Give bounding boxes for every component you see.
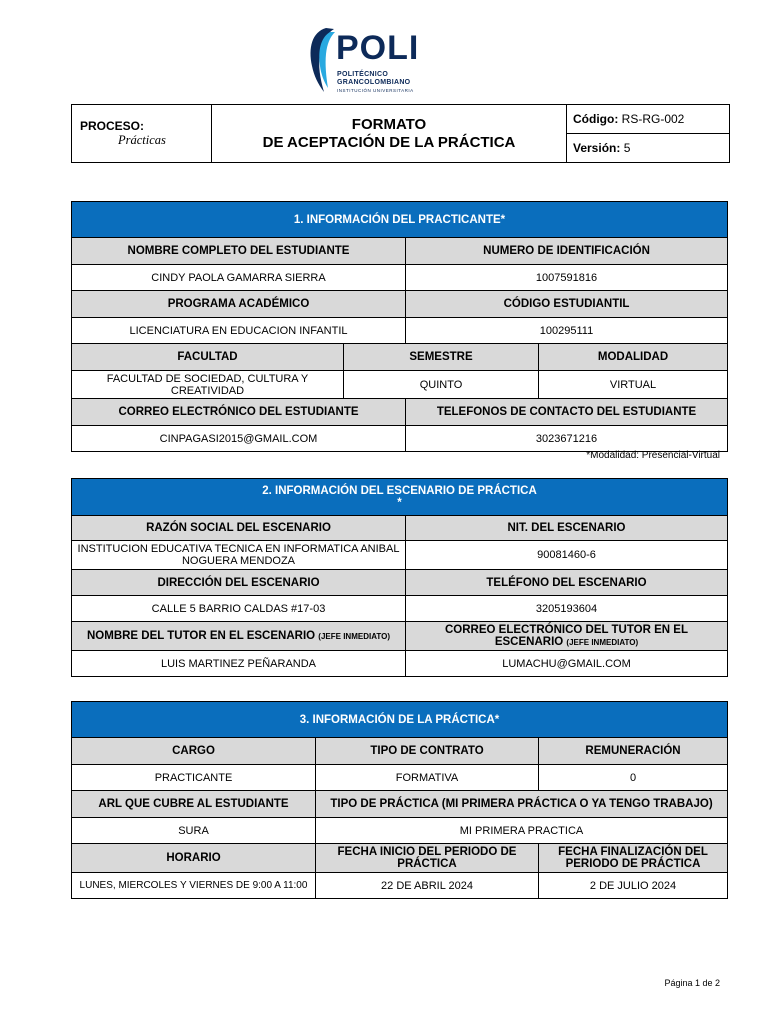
correo-tutor-value: LUMACHU@GMAIL.COM	[406, 651, 728, 677]
poli-logo-mark-icon	[306, 26, 336, 96]
tutor-label-small: (JEFE INMEDIATO)	[318, 631, 391, 641]
title-line2: DE ACEPTACIÓN DE LA PRÁCTICA	[262, 133, 516, 151]
identificacion-label: NUMERO DE IDENTIFICACIÓN	[406, 238, 728, 265]
version-label: Versión:	[573, 141, 621, 155]
fecha-fin-label: FECHA FINALIZACIÓN DEL PERIODO DE PRÁCTICA	[539, 844, 728, 873]
codigo-cell	[567, 105, 730, 134]
telefono-value: 3205193604	[406, 596, 728, 622]
razon-social-value: INSTITUCION EDUCATIVA TECNICA EN INFORMATICA ANIBAL NOGUERA MENDOZA	[72, 541, 406, 570]
fecha-inicio-label: FECHA INICIO DEL PERIODO DE PRÁCTICA	[316, 844, 539, 873]
tutor-label	[72, 622, 406, 651]
direccion-value: CALLE 5 BARRIO CALDAS #17-03	[72, 596, 406, 622]
arl-value: SURA	[72, 818, 316, 844]
codigo-value: RS-RG-002	[621, 112, 685, 126]
codigo-label: Código:	[573, 112, 619, 126]
logo-line2: GRANCOLOMBIANO	[337, 79, 411, 86]
nombre-value: CINDY PAOLA GAMARRA SIERRA	[72, 265, 406, 291]
programa-label: PROGRAMA ACADÉMICO	[72, 291, 406, 318]
horario-label: HORARIO	[72, 844, 316, 873]
modalidad-label: MODALIDAD	[539, 344, 728, 371]
document-title	[212, 105, 567, 163]
tutor-label-text: NOMBRE DEL TUTOR EN EL ESCENARIO	[86, 629, 316, 642]
remuneracion-value: 0	[539, 765, 728, 791]
telefonos-label: TELEFONOS DE CONTACTO DEL ESTUDIANTE	[406, 399, 728, 426]
nit-label: NIT. DEL ESCENARIO	[406, 516, 728, 541]
correo-label: CORREO ELECTRÓNICO DEL ESTUDIANTE	[72, 399, 406, 426]
section-escenario	[71, 478, 728, 677]
cargo-value: PRACTICANTE	[72, 765, 316, 791]
telefono-label: TELÉFONO DEL ESCENARIO	[406, 570, 728, 596]
logo-brand: POLI	[336, 29, 420, 67]
contrato-label: TIPO DE CONTRATO	[316, 738, 539, 765]
telefonos-value: 3023671216	[406, 426, 728, 452]
cargo-label: CARGO	[72, 738, 316, 765]
programa-value: LICENCIATURA EN EDUCACION INFANTIL	[72, 318, 406, 344]
logo-line1: POLITÉCNICO	[337, 71, 389, 78]
version-value: 5	[623, 141, 631, 155]
correo-tutor-label	[406, 622, 728, 651]
tipo-practica-label: TIPO DE PRÁCTICA (MI PRIMERA PRÁCTICA O YA TENGO TRABAJO)	[316, 791, 728, 818]
arl-label: ARL QUE CUBRE AL ESTUDIANTE	[72, 791, 316, 818]
nombre-label: NOMBRE COMPLETO DEL ESTUDIANTE	[72, 238, 406, 265]
contrato-value: FORMATIVA	[316, 765, 539, 791]
version-cell	[567, 134, 730, 163]
horario-value: LUNES, MIERCOLES Y VIERNES DE 9:00 A 11:00	[72, 873, 316, 899]
logo-line3: INSTITUCIÓN UNIVERSITARIA	[337, 88, 414, 93]
fecha-inicio-value: 22 DE ABRIL 2024	[316, 873, 539, 899]
section3-title: 3. INFORMACIÓN DE LA PRÁCTICA*	[72, 702, 728, 738]
page-number: Página 1 de 2	[664, 978, 720, 988]
codigo-estudiantil-label: CÓDIGO ESTUDIANTIL	[406, 291, 728, 318]
facultad-value: FACULTAD DE SOCIEDAD, CULTURA Y CREATIVIDAD	[72, 371, 344, 399]
remuneracion-label: REMUNERACIÓN	[539, 738, 728, 765]
section-practicante	[71, 201, 728, 452]
codigo-estudiantil-value: 100295111	[406, 318, 728, 344]
title-line1: FORMATO	[351, 115, 427, 133]
modalidad-value: VIRTUAL	[539, 371, 728, 399]
correo-value: CINPAGASI2015@GMAIL.COM	[72, 426, 406, 452]
tipo-practica-value: MI PRIMERA PRACTICA	[316, 818, 728, 844]
semestre-value: QUINTO	[344, 371, 539, 399]
correo-tutor-label-small: (JEFE INMEDIATO)	[566, 637, 639, 647]
tutor-value: LUIS MARTINEZ PEÑARANDA	[72, 651, 406, 677]
proceso-cell	[72, 105, 212, 163]
section2-title-text: 2. INFORMACIÓN DEL ESCENARIO DE PRÁCTICA	[262, 485, 537, 497]
section1-title: 1. INFORMACIÓN DEL PRACTICANTE*	[72, 202, 728, 238]
section2-title-star: *	[397, 497, 402, 509]
facultad-label: FACULTAD	[72, 344, 344, 371]
header-table	[71, 104, 730, 163]
identificacion-value: 1007591816	[406, 265, 728, 291]
modalidad-note: *Modalidad: Presencial-Virtual	[586, 450, 720, 461]
nit-value: 90081460-6	[406, 541, 728, 570]
poli-logo	[306, 26, 431, 96]
direccion-label: DIRECCIÓN DEL ESCENARIO	[72, 570, 406, 596]
razon-social-label: RAZÓN SOCIAL DEL ESCENARIO	[72, 516, 406, 541]
fecha-fin-value: 2 DE JULIO 2024	[539, 873, 728, 899]
section2-title	[72, 479, 728, 516]
correo-tutor-label-text: CORREO ELECTRÓNICO DEL TUTOR EN EL ESCENARIO	[444, 623, 688, 648]
section-practica	[71, 701, 728, 899]
proceso-value: Prácticas	[118, 133, 166, 147]
proceso-label: PROCESO:	[80, 119, 145, 133]
semestre-label: SEMESTRE	[344, 344, 539, 371]
